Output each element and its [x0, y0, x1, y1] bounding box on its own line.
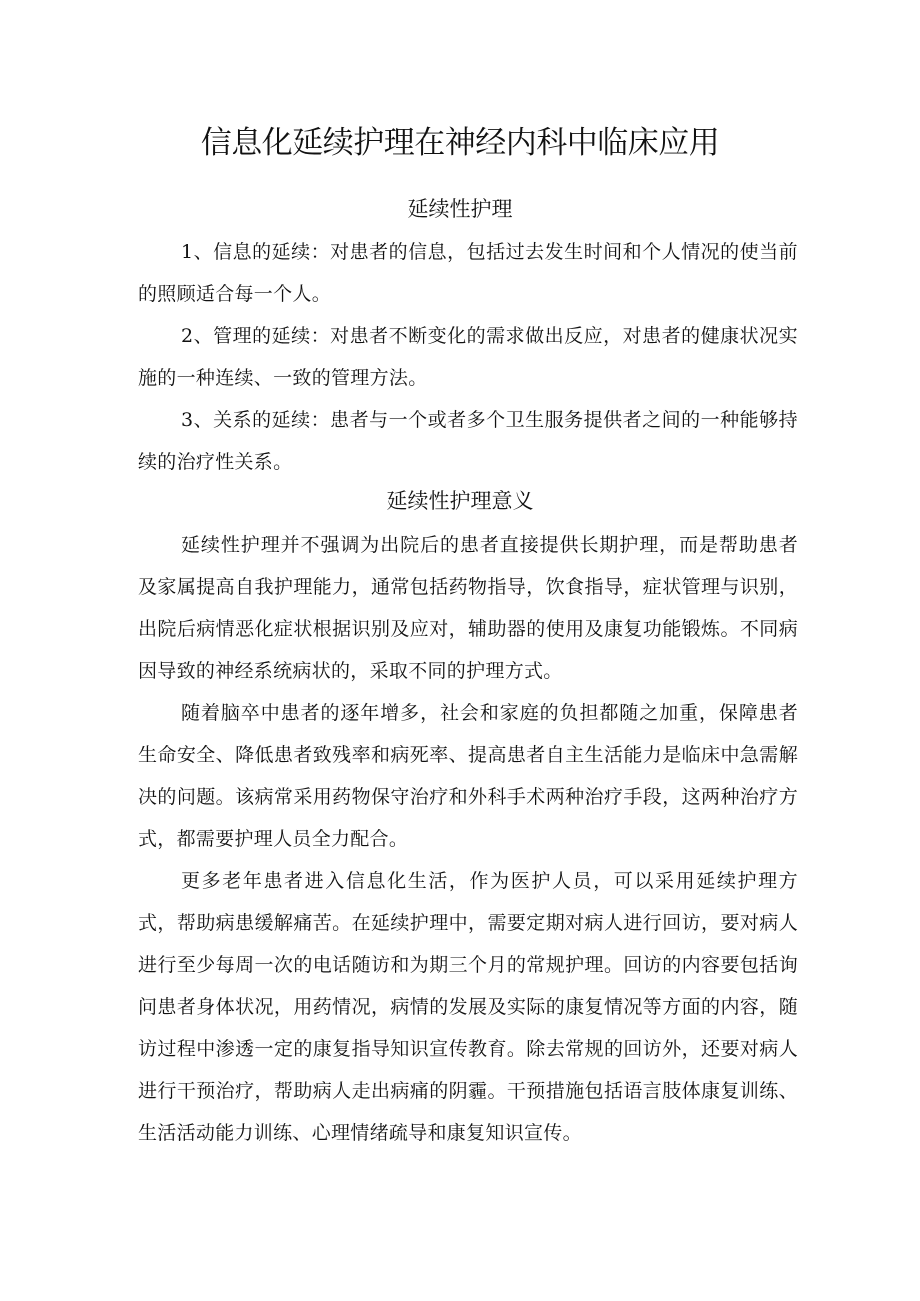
paragraph-information-continuity: 1、信息的延续：对患者的信息，包括过去发生时间和个人情况的使当前的照顾适合每一个人。 — [138, 241, 798, 305]
document-title: 信息化延续护理在神经内科中临床应用 — [200, 125, 720, 161]
paragraph-management-continuity: 2、管理的延续：对患者不断变化的需求做出反应，对患者的健康状况实施的一种连续、一致的管理方法。 — [138, 325, 798, 389]
paragraph-stroke-patients: 随着脑卒中患者的逐年增多，社会和家庭的负担都随之加重，保障患者生命安全、降低患者致残率和病死率、提高患者自主生活能力是临床中急需解决的问题。该病常采用药物保守治疗和外科手术两种治疗手段，这两种治疗方式，都需要护理人员全力配合。 — [138, 702, 798, 850]
paragraph-information-follow-up: 更多老年患者进入信息化生活，作为医护人员，可以采用延续护理方式，帮助病患缓解痛苦。在延续护理中，需要定期对病人进行回访，要对病人进行至少每周一次的电话随访和为期三个月的常规护理。回访的内容要包括询问患者身体状况，用药情况，病情的发展及实际的康复情况等方面的内容，随访过程中渗透一定的康复指导知识宣传教育。除去常规的回访外，还要对病人进行干预治疗，帮助病人走出病痛的阴霾。干预措施包括语言肢体康复训练、生活活动能力训练、心理情绪疏导和康复知识宣传。 — [138, 870, 798, 1144]
paragraph-significance-overview: 延续性护理并不强调为出院后的患者直接提供长期护理，而是帮助患者及家属提高自我护理能力，通常包括药物指导，饮食指导，症状管理与识别，出院后病情恶化症状根据识别及应对，辅助器的使用及康复功能锻炼。不同病因导致的神经系统病状的，采取不同的护理方式。 — [138, 534, 798, 682]
section-heading-significance: 延续性护理意义 — [386, 489, 534, 513]
section-heading-continuing-care: 延续性护理 — [407, 197, 513, 221]
paragraph-relationship-continuity: 3、关系的延续：患者与一个或者多个卫生服务提供者之间的一种能够持续的治疗性关系。 — [138, 409, 798, 473]
